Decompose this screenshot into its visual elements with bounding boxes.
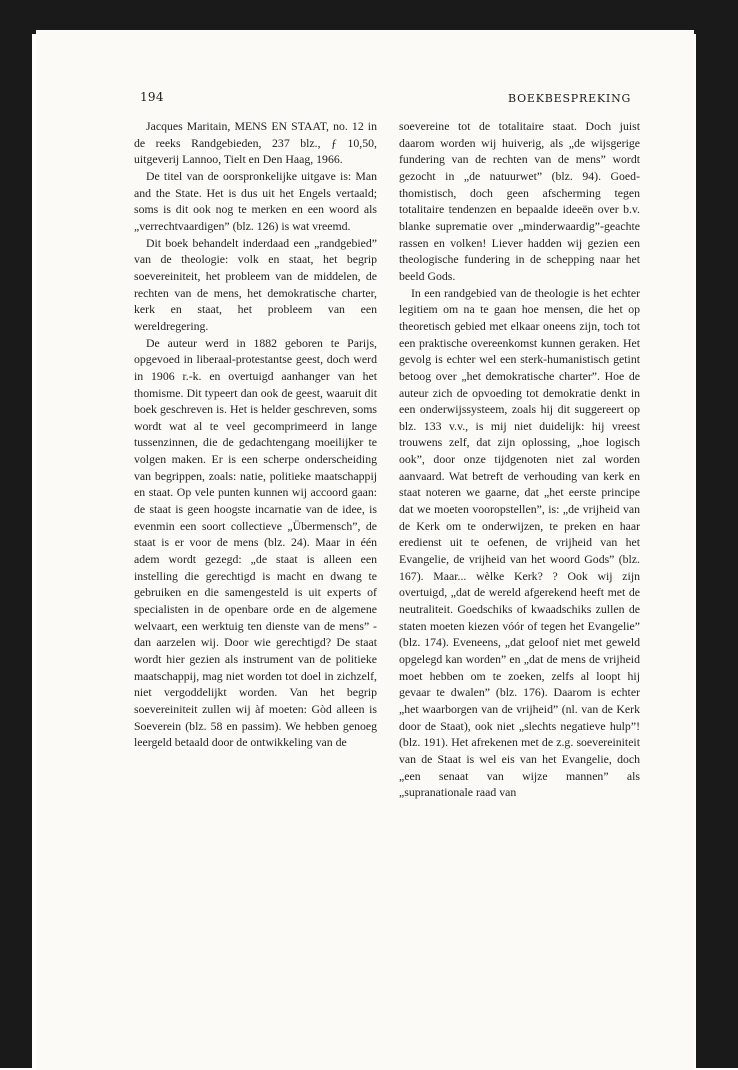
bibliography-entry: Jacques Maritain, MENS EN STAAT, no. 12 in de reeks Randgebieden, 237 blz., ƒ 10,50, uitgeverij Lannoo, Tielt en Den Haag, 1966. [134,119,377,167]
scan-border-top [0,0,738,34]
paragraph: De auteur werd in 1882 geboren te Parijs, opgevoed in liberaal-protestantse geest, doch werd in 1906 r.-k. en overtuigd aanhanger van het thomisme. Dit typeert dan ook de geest, waaruit dit boek geschreven is. Het is helder geschreven, soms wordt wat al te veel gecomprimeerd in lange tussenzinnen, die de gedachtengang moeilijker te volgen maken. Er is een scherpe onderscheiding van begrippen, zoals: natie, politieke maatschappij en staat. Op vele punten kunnen wij accoord gaan: de staat is geen hoogste incarnatie van de idee, is evenmin een soort collectieve „Übermensch”, de staat is er voor de mens (blz. 24). Maar in één adem wordt gezegd: „de staat is alleen een instelling die gerechtigd is macht en dwang te gebruiken en die samengesteld is uit experts of specialisten in de openbare orde en de algemene welvaart, een werktuig ten dienste van de mens” - dan aarzelen wij. Door wie gerechtigd? De staat wordt hier gezien als instrument van de politieke maatschappij, mag niet worden tot doel in zichzelf, niet vergoddelijkt worden. Van het begrip soevereiniteit zullen wij àf moeten: Gòd alleen is Soeverein (blz. 58 en passim). We hebben genoeg leergeld betaald door de ontwikkeling van de [134,335,377,750]
paragraph: soevereine tot de totalitaire staat. Doch juist daarom worden wij huiverig, als „de wijsgerige fundering van de rechten van de mens” wordt gezocht in „de natuurwet” (blz. 94). Goed-thomistisch, doch geen afscherming tegen totalitaire tendenzen en bepaalde ideeën over b.v. blanke suprematie over „minderwaardig”-geachte rassen en volken! Liever hadden wij gezien een theologische fundering in de schepping naar het beeld Gods. [399,119,640,283]
right-column [399,118,640,801]
left-column [134,118,377,751]
scan-border-right [696,0,738,1068]
paragraph: De titel van de oorspronkelijke uitgave is: Man and the State. Het is dus uit het Engels vertaald; soms is dit ook nog te merken en een woord als „verrechtvaardigen” (blz. 126) is wat vreemd. [134,168,377,233]
running-head: BOEKBESPREKING [508,92,632,105]
paragraph: Dit boek behandelt inderdaad een „randgebied” van de theologie: volk en staat, het begrip soevereiniteit, het probleem van de middelen, de rechten van de mens, het demokratische charter, kerk en staat, het probleem van een wereldregering. [134,235,377,333]
paragraph: In een randgebied van de theologie is het echter legitiem om na te gaan hoe mensen, die het op theoretisch gebied met elkaar oneens zijn, toch tot een praktische overeenkomst kunnen geraken. Het gevolg is echter wel een sterk-humanistisch getint betoog over „het demokratische charter”. Hoe de auteur zich de opvoeding tot demokratie denkt in een onderwijssysteem, zoals hij dit suggereert op blz. 133 v.v., is mij niet duidelijk: hij vreest trouwens zelf, dat zijn oplossing, „hoe logisch ook”, door onze tijdgenoten niet zal worden aanvaard. Wat betreft de verhouding van kerk en staat noteren we gaarne, dat „het eerste principe dat we moeten vooropstellen”, is: „de vrijheid van de Kerk om te onderwijzen, te preken en haar eredienst uit te oefenen, de vrijheid van het Evangelie, de vrijheid van het woord Gods” (blz. 167). Maar... wèlke Kerk? ? Ook wij zijn overtuigd, „dat de wereld afgerekend heeft met de neutraliteit. Goedschiks of kwaadschiks zullen de staten moeten kiezen vóór of tegen het Evangelie” (blz. 174). Eveneens, „dat geloof niet met geweld opgelegd kan worden” en „dat de mens de vrijheid moet hebben om te zoeken, zelfs al loopt hij gevaar te dwalen” (blz. 176). Daarom is echter „het waarborgen van de vrijheid” (nl. van de Kerk door de Staat), ook niet „slechts negatieve hulp”! (blz. 191). Het afrekenen met de z.g. soevereiniteit van de Staat is wel eis van het Evangelie, doch „een senaat van wijze mannen” als „supranationale raad van [399,285,640,800]
page-number: 194 [140,90,164,104]
scan-border-left [0,0,32,1068]
